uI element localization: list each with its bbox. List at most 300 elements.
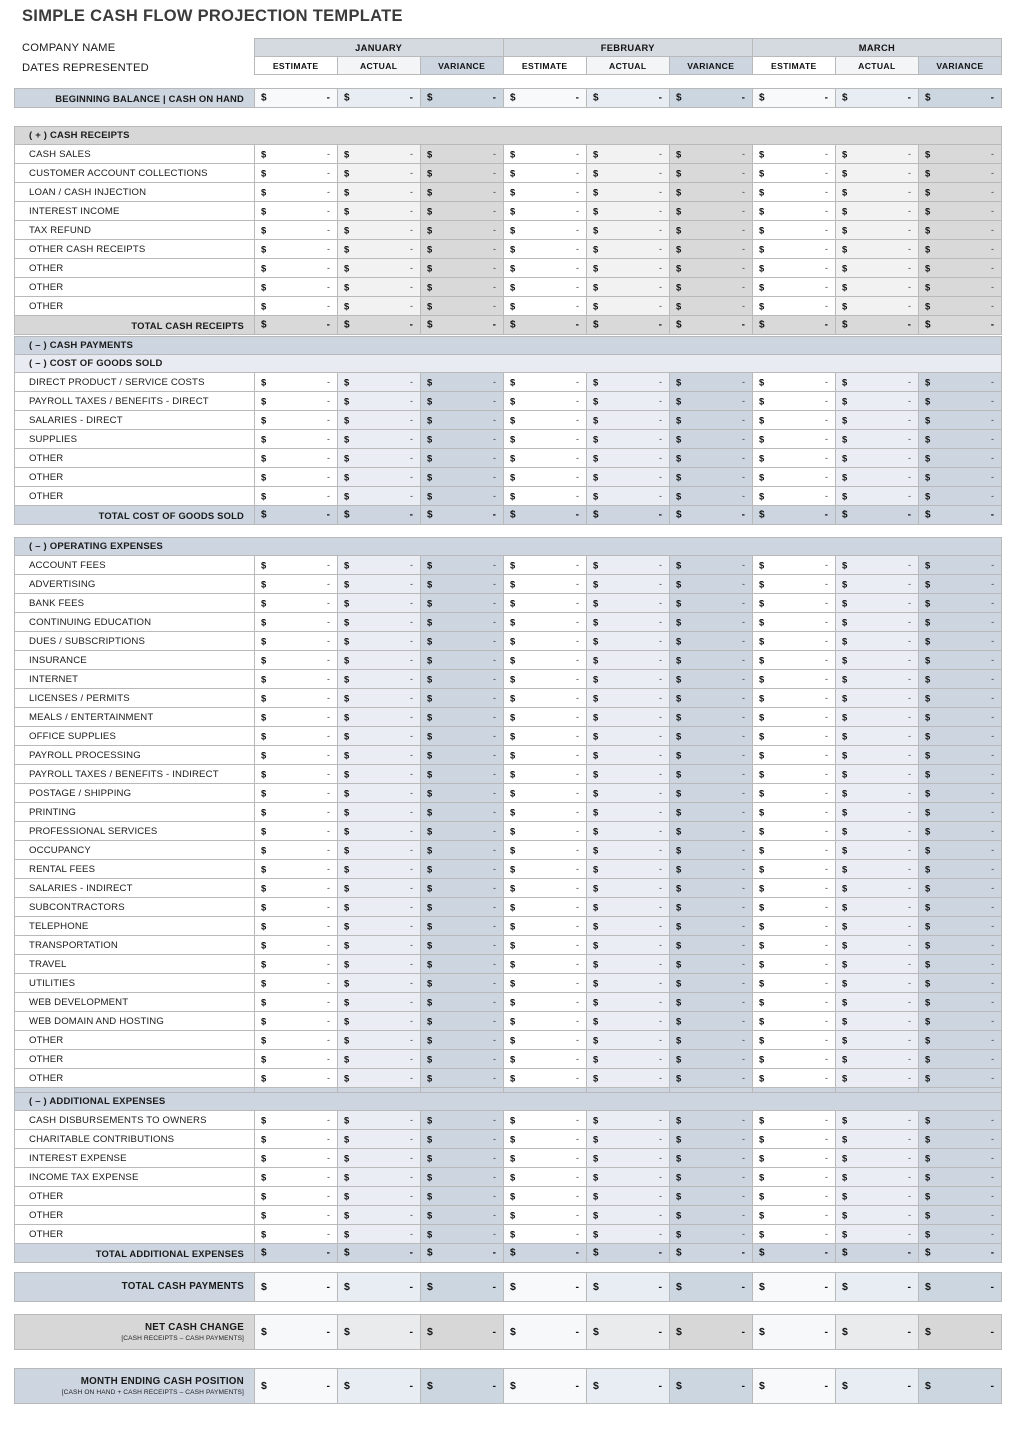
- cell-estimate[interactable]: [255, 898, 338, 917]
- cell-estimate[interactable]: [504, 221, 587, 240]
- row-label[interactable]: PRINTING: [15, 803, 255, 822]
- row-label[interactable]: CONTINUING EDUCATION: [15, 613, 255, 632]
- cell-variance[interactable]: [670, 145, 753, 164]
- cell-actual[interactable]: [836, 392, 919, 411]
- cell-actual[interactable]: [338, 1369, 421, 1404]
- row-label[interactable]: OFFICE SUPPLIES: [15, 727, 255, 746]
- cell-estimate[interactable]: [753, 89, 836, 108]
- cell-actual[interactable]: [338, 746, 421, 765]
- cell-variance[interactable]: [421, 1187, 504, 1206]
- cell-estimate[interactable]: [255, 506, 338, 525]
- row-label[interactable]: RENTAL FEES: [15, 860, 255, 879]
- cell-variance[interactable]: [421, 240, 504, 259]
- row-label[interactable]: OTHER: [15, 1069, 255, 1088]
- cell-estimate[interactable]: [504, 974, 587, 993]
- cell-actual[interactable]: [587, 468, 670, 487]
- row-label[interactable]: INTEREST INCOME: [15, 202, 255, 221]
- cell-actual[interactable]: [338, 1168, 421, 1187]
- cell-variance[interactable]: [919, 164, 1002, 183]
- cell-actual[interactable]: [836, 822, 919, 841]
- cell-estimate[interactable]: [255, 449, 338, 468]
- cell-estimate[interactable]: [255, 556, 338, 575]
- cell-actual[interactable]: [338, 183, 421, 202]
- cell-actual[interactable]: [836, 259, 919, 278]
- cell-actual[interactable]: [338, 316, 421, 335]
- cell-variance[interactable]: [421, 411, 504, 430]
- cell-actual[interactable]: [338, 221, 421, 240]
- cell-actual[interactable]: [587, 822, 670, 841]
- cell-estimate[interactable]: [753, 594, 836, 613]
- cell-variance[interactable]: [421, 651, 504, 670]
- cell-actual[interactable]: [836, 1273, 919, 1302]
- cell-variance[interactable]: [919, 917, 1002, 936]
- cell-estimate[interactable]: [255, 841, 338, 860]
- cell-estimate[interactable]: [504, 392, 587, 411]
- cell-actual[interactable]: [587, 689, 670, 708]
- cell-variance[interactable]: [421, 917, 504, 936]
- cell-variance[interactable]: [670, 164, 753, 183]
- cell-variance[interactable]: [670, 449, 753, 468]
- cell-actual[interactable]: [338, 1069, 421, 1088]
- row-label[interactable]: INSURANCE: [15, 651, 255, 670]
- cell-actual[interactable]: [338, 898, 421, 917]
- cell-estimate[interactable]: [753, 993, 836, 1012]
- cell-estimate[interactable]: [753, 689, 836, 708]
- cell-estimate[interactable]: [753, 1111, 836, 1130]
- cell-actual[interactable]: [338, 803, 421, 822]
- cell-variance[interactable]: [421, 1069, 504, 1088]
- cell-variance[interactable]: [919, 145, 1002, 164]
- cell-estimate[interactable]: [255, 917, 338, 936]
- cell-estimate[interactable]: [753, 1315, 836, 1350]
- cell-estimate[interactable]: [504, 183, 587, 202]
- cell-estimate[interactable]: [504, 1111, 587, 1130]
- cell-estimate[interactable]: [255, 1168, 338, 1187]
- cell-actual[interactable]: [836, 879, 919, 898]
- row-label[interactable]: ACCOUNT FEES: [15, 556, 255, 575]
- cell-estimate[interactable]: [504, 145, 587, 164]
- cell-estimate[interactable]: [753, 145, 836, 164]
- cell-variance[interactable]: [919, 468, 1002, 487]
- cell-actual[interactable]: [338, 670, 421, 689]
- cell-variance[interactable]: [670, 917, 753, 936]
- cell-estimate[interactable]: [753, 1031, 836, 1050]
- cell-estimate[interactable]: [753, 708, 836, 727]
- cell-actual[interactable]: [836, 689, 919, 708]
- cell-variance[interactable]: [670, 670, 753, 689]
- cell-estimate[interactable]: [504, 594, 587, 613]
- cell-estimate[interactable]: [504, 278, 587, 297]
- cell-actual[interactable]: [836, 708, 919, 727]
- row-label[interactable]: SUPPLIES: [15, 430, 255, 449]
- cell-variance[interactable]: [919, 746, 1002, 765]
- cell-actual[interactable]: [587, 221, 670, 240]
- cell-actual[interactable]: [338, 974, 421, 993]
- row-label[interactable]: CUSTOMER ACCOUNT COLLECTIONS: [15, 164, 255, 183]
- cell-actual[interactable]: [338, 430, 421, 449]
- cell-actual[interactable]: [836, 297, 919, 316]
- cell-actual[interactable]: [338, 411, 421, 430]
- cell-variance[interactable]: [421, 993, 504, 1012]
- cell-actual[interactable]: [338, 784, 421, 803]
- cell-estimate[interactable]: [753, 316, 836, 335]
- cell-actual[interactable]: [587, 183, 670, 202]
- cell-estimate[interactable]: [753, 765, 836, 784]
- cell-estimate[interactable]: [255, 1315, 338, 1350]
- cell-variance[interactable]: [919, 708, 1002, 727]
- row-label[interactable]: TAX REFUND: [15, 221, 255, 240]
- cell-estimate[interactable]: [255, 202, 338, 221]
- cell-estimate[interactable]: [504, 1225, 587, 1244]
- cell-actual[interactable]: [587, 651, 670, 670]
- cell-actual[interactable]: [836, 1012, 919, 1031]
- cell-variance[interactable]: [421, 1031, 504, 1050]
- cell-estimate[interactable]: [255, 1130, 338, 1149]
- cell-estimate[interactable]: [753, 1244, 836, 1263]
- cell-variance[interactable]: [919, 936, 1002, 955]
- cell-variance[interactable]: [670, 297, 753, 316]
- cell-variance[interactable]: [919, 373, 1002, 392]
- cell-actual[interactable]: [836, 183, 919, 202]
- row-label[interactable]: OTHER: [15, 1031, 255, 1050]
- cell-actual[interactable]: [587, 1187, 670, 1206]
- cell-variance[interactable]: [670, 936, 753, 955]
- cell-variance[interactable]: [670, 316, 753, 335]
- cell-actual[interactable]: [836, 278, 919, 297]
- cell-actual[interactable]: [587, 1225, 670, 1244]
- cell-variance[interactable]: [421, 1273, 504, 1302]
- cell-estimate[interactable]: [504, 1149, 587, 1168]
- cell-variance[interactable]: [919, 651, 1002, 670]
- row-label[interactable]: OTHER: [15, 449, 255, 468]
- cell-actual[interactable]: [338, 1149, 421, 1168]
- cell-variance[interactable]: [919, 316, 1002, 335]
- cell-estimate[interactable]: [753, 1149, 836, 1168]
- cell-estimate[interactable]: [504, 240, 587, 259]
- cell-estimate[interactable]: [753, 879, 836, 898]
- cell-estimate[interactable]: [753, 449, 836, 468]
- cell-actual[interactable]: [338, 164, 421, 183]
- cell-estimate[interactable]: [504, 506, 587, 525]
- cell-variance[interactable]: [421, 392, 504, 411]
- cell-variance[interactable]: [670, 411, 753, 430]
- cell-variance[interactable]: [670, 1111, 753, 1130]
- cell-actual[interactable]: [587, 411, 670, 430]
- cell-estimate[interactable]: [753, 164, 836, 183]
- cell-variance[interactable]: [670, 1315, 753, 1350]
- cell-actual[interactable]: [587, 765, 670, 784]
- cell-estimate[interactable]: [504, 1244, 587, 1263]
- cell-variance[interactable]: [670, 487, 753, 506]
- cell-variance[interactable]: [670, 1187, 753, 1206]
- cell-estimate[interactable]: [753, 183, 836, 202]
- cell-variance[interactable]: [670, 183, 753, 202]
- cell-estimate[interactable]: [255, 575, 338, 594]
- row-label[interactable]: OTHER: [15, 468, 255, 487]
- cell-estimate[interactable]: [753, 1069, 836, 1088]
- cell-estimate[interactable]: [753, 487, 836, 506]
- cell-estimate[interactable]: [504, 1050, 587, 1069]
- cell-actual[interactable]: [836, 860, 919, 879]
- cell-estimate[interactable]: [753, 1187, 836, 1206]
- cell-actual[interactable]: [587, 974, 670, 993]
- cell-variance[interactable]: [670, 803, 753, 822]
- cell-actual[interactable]: [338, 1315, 421, 1350]
- cell-variance[interactable]: [919, 183, 1002, 202]
- cell-actual[interactable]: [338, 575, 421, 594]
- cell-estimate[interactable]: [753, 1012, 836, 1031]
- row-label[interactable]: SALARIES - INDIRECT: [15, 879, 255, 898]
- cell-actual[interactable]: [836, 917, 919, 936]
- cell-variance[interactable]: [670, 955, 753, 974]
- cell-estimate[interactable]: [753, 651, 836, 670]
- cell-variance[interactable]: [919, 506, 1002, 525]
- cell-estimate[interactable]: [504, 1206, 587, 1225]
- cell-variance[interactable]: [421, 373, 504, 392]
- cell-variance[interactable]: [670, 240, 753, 259]
- cell-estimate[interactable]: [255, 1225, 338, 1244]
- cell-variance[interactable]: [421, 506, 504, 525]
- cell-actual[interactable]: [338, 632, 421, 651]
- cell-variance[interactable]: [919, 556, 1002, 575]
- cell-variance[interactable]: [421, 1149, 504, 1168]
- cell-variance[interactable]: [919, 221, 1002, 240]
- cell-variance[interactable]: [670, 89, 753, 108]
- cell-variance[interactable]: [919, 784, 1002, 803]
- cell-actual[interactable]: [338, 392, 421, 411]
- cell-estimate[interactable]: [504, 1012, 587, 1031]
- cell-estimate[interactable]: [753, 613, 836, 632]
- cell-actual[interactable]: [587, 575, 670, 594]
- cell-estimate[interactable]: [753, 1206, 836, 1225]
- cell-variance[interactable]: [919, 259, 1002, 278]
- cell-estimate[interactable]: [504, 613, 587, 632]
- cell-actual[interactable]: [338, 822, 421, 841]
- row-label[interactable]: CASH DISBURSEMENTS TO OWNERS: [15, 1111, 255, 1130]
- cell-actual[interactable]: [338, 373, 421, 392]
- cell-estimate[interactable]: [504, 297, 587, 316]
- row-label[interactable]: UTILITIES: [15, 974, 255, 993]
- cell-estimate[interactable]: [255, 487, 338, 506]
- cell-variance[interactable]: [421, 1012, 504, 1031]
- cell-variance[interactable]: [421, 278, 504, 297]
- cell-variance[interactable]: [919, 1369, 1002, 1404]
- cell-actual[interactable]: [338, 613, 421, 632]
- cell-estimate[interactable]: [255, 651, 338, 670]
- cell-variance[interactable]: [670, 974, 753, 993]
- cell-variance[interactable]: [919, 1149, 1002, 1168]
- cell-variance[interactable]: [421, 202, 504, 221]
- cell-variance[interactable]: [670, 879, 753, 898]
- cell-actual[interactable]: [587, 1206, 670, 1225]
- cell-actual[interactable]: [836, 1168, 919, 1187]
- cell-actual[interactable]: [587, 487, 670, 506]
- cell-variance[interactable]: [421, 1130, 504, 1149]
- cell-estimate[interactable]: [753, 373, 836, 392]
- cell-estimate[interactable]: [753, 860, 836, 879]
- cell-actual[interactable]: [836, 575, 919, 594]
- cell-variance[interactable]: [919, 955, 1002, 974]
- cell-estimate[interactable]: [504, 651, 587, 670]
- cell-actual[interactable]: [587, 594, 670, 613]
- row-label[interactable]: SUBCONTRACTORS: [15, 898, 255, 917]
- cell-actual[interactable]: [338, 708, 421, 727]
- cell-variance[interactable]: [421, 89, 504, 108]
- cell-actual[interactable]: [836, 955, 919, 974]
- cell-actual[interactable]: [836, 449, 919, 468]
- cell-variance[interactable]: [421, 575, 504, 594]
- cell-actual[interactable]: [338, 955, 421, 974]
- cell-actual[interactable]: [836, 594, 919, 613]
- cell-estimate[interactable]: [255, 373, 338, 392]
- cell-estimate[interactable]: [255, 430, 338, 449]
- cell-variance[interactable]: [919, 765, 1002, 784]
- cell-variance[interactable]: [670, 468, 753, 487]
- cell-estimate[interactable]: [504, 411, 587, 430]
- cell-estimate[interactable]: [255, 936, 338, 955]
- cell-estimate[interactable]: [753, 1273, 836, 1302]
- cell-variance[interactable]: [421, 784, 504, 803]
- cell-variance[interactable]: [919, 822, 1002, 841]
- cell-variance[interactable]: [670, 613, 753, 632]
- cell-estimate[interactable]: [504, 784, 587, 803]
- cell-variance[interactable]: [421, 556, 504, 575]
- cell-estimate[interactable]: [255, 993, 338, 1012]
- cell-estimate[interactable]: [255, 1012, 338, 1031]
- row-label[interactable]: LOAN / CASH INJECTION: [15, 183, 255, 202]
- cell-variance[interactable]: [919, 278, 1002, 297]
- row-label[interactable]: INCOME TAX EXPENSE: [15, 1168, 255, 1187]
- cell-estimate[interactable]: [255, 708, 338, 727]
- cell-estimate[interactable]: [255, 1206, 338, 1225]
- cell-variance[interactable]: [919, 670, 1002, 689]
- cell-variance[interactable]: [421, 860, 504, 879]
- cell-estimate[interactable]: [504, 430, 587, 449]
- cell-variance[interactable]: [421, 1206, 504, 1225]
- row-label[interactable]: DIRECT PRODUCT / SERVICE COSTS: [15, 373, 255, 392]
- cell-actual[interactable]: [338, 1187, 421, 1206]
- cell-variance[interactable]: [670, 392, 753, 411]
- row-label[interactable]: CASH SALES: [15, 145, 255, 164]
- row-label[interactable]: MEALS / ENTERTAINMENT: [15, 708, 255, 727]
- cell-actual[interactable]: [836, 765, 919, 784]
- cell-variance[interactable]: [670, 651, 753, 670]
- cell-variance[interactable]: [421, 259, 504, 278]
- cell-variance[interactable]: [670, 898, 753, 917]
- cell-estimate[interactable]: [255, 955, 338, 974]
- cell-estimate[interactable]: [753, 727, 836, 746]
- cell-variance[interactable]: [670, 765, 753, 784]
- cell-estimate[interactable]: [504, 1369, 587, 1404]
- cell-actual[interactable]: [338, 765, 421, 784]
- cell-actual[interactable]: [836, 803, 919, 822]
- cell-actual[interactable]: [338, 727, 421, 746]
- cell-estimate[interactable]: [753, 575, 836, 594]
- cell-estimate[interactable]: [504, 1187, 587, 1206]
- cell-variance[interactable]: [421, 164, 504, 183]
- cell-variance[interactable]: [919, 898, 1002, 917]
- cell-actual[interactable]: [587, 145, 670, 164]
- cell-actual[interactable]: [338, 860, 421, 879]
- cell-actual[interactable]: [836, 1225, 919, 1244]
- cell-actual[interactable]: [587, 708, 670, 727]
- row-label[interactable]: WEB DOMAIN AND HOSTING: [15, 1012, 255, 1031]
- cell-variance[interactable]: [670, 556, 753, 575]
- cell-actual[interactable]: [836, 727, 919, 746]
- cell-estimate[interactable]: [255, 392, 338, 411]
- cell-estimate[interactable]: [504, 708, 587, 727]
- cell-variance[interactable]: [919, 430, 1002, 449]
- cell-actual[interactable]: [338, 594, 421, 613]
- cell-actual[interactable]: [587, 1130, 670, 1149]
- cell-estimate[interactable]: [255, 411, 338, 430]
- cell-estimate[interactable]: [255, 727, 338, 746]
- cell-estimate[interactable]: [255, 297, 338, 316]
- cell-variance[interactable]: [919, 1225, 1002, 1244]
- cell-actual[interactable]: [836, 316, 919, 335]
- row-label[interactable]: OTHER: [15, 1187, 255, 1206]
- cell-estimate[interactable]: [753, 411, 836, 430]
- cell-actual[interactable]: [836, 1149, 919, 1168]
- cell-actual[interactable]: [587, 506, 670, 525]
- cell-variance[interactable]: [670, 1031, 753, 1050]
- cell-variance[interactable]: [670, 594, 753, 613]
- cell-variance[interactable]: [421, 297, 504, 316]
- cell-variance[interactable]: [670, 708, 753, 727]
- cell-actual[interactable]: [836, 164, 919, 183]
- cell-variance[interactable]: [670, 221, 753, 240]
- cell-estimate[interactable]: [504, 765, 587, 784]
- cell-actual[interactable]: [587, 1012, 670, 1031]
- cell-actual[interactable]: [587, 1369, 670, 1404]
- cell-estimate[interactable]: [255, 1369, 338, 1404]
- cell-variance[interactable]: [919, 860, 1002, 879]
- cell-actual[interactable]: [338, 1273, 421, 1302]
- cell-variance[interactable]: [670, 860, 753, 879]
- cell-estimate[interactable]: [504, 860, 587, 879]
- cell-actual[interactable]: [587, 1050, 670, 1069]
- cell-estimate[interactable]: [255, 278, 338, 297]
- cell-estimate[interactable]: [504, 1273, 587, 1302]
- cell-variance[interactable]: [919, 1130, 1002, 1149]
- cell-actual[interactable]: [836, 1111, 919, 1130]
- row-label[interactable]: PAYROLL TAXES / BENEFITS - INDIRECT: [15, 765, 255, 784]
- cell-variance[interactable]: [919, 879, 1002, 898]
- cell-variance[interactable]: [670, 1149, 753, 1168]
- cell-actual[interactable]: [338, 487, 421, 506]
- cell-variance[interactable]: [670, 1050, 753, 1069]
- cell-estimate[interactable]: [255, 803, 338, 822]
- cell-actual[interactable]: [338, 1111, 421, 1130]
- cell-estimate[interactable]: [504, 670, 587, 689]
- cell-estimate[interactable]: [504, 259, 587, 278]
- row-label[interactable]: INTERNET: [15, 670, 255, 689]
- cell-actual[interactable]: [587, 89, 670, 108]
- cell-actual[interactable]: [836, 1069, 919, 1088]
- cell-variance[interactable]: [670, 1168, 753, 1187]
- cell-actual[interactable]: [587, 898, 670, 917]
- cell-variance[interactable]: [421, 879, 504, 898]
- cell-variance[interactable]: [421, 1168, 504, 1187]
- cell-estimate[interactable]: [255, 1273, 338, 1302]
- cell-variance[interactable]: [421, 487, 504, 506]
- cell-estimate[interactable]: [753, 955, 836, 974]
- cell-estimate[interactable]: [255, 613, 338, 632]
- cell-estimate[interactable]: [753, 841, 836, 860]
- cell-actual[interactable]: [836, 1050, 919, 1069]
- cell-variance[interactable]: [421, 1315, 504, 1350]
- cell-variance[interactable]: [421, 145, 504, 164]
